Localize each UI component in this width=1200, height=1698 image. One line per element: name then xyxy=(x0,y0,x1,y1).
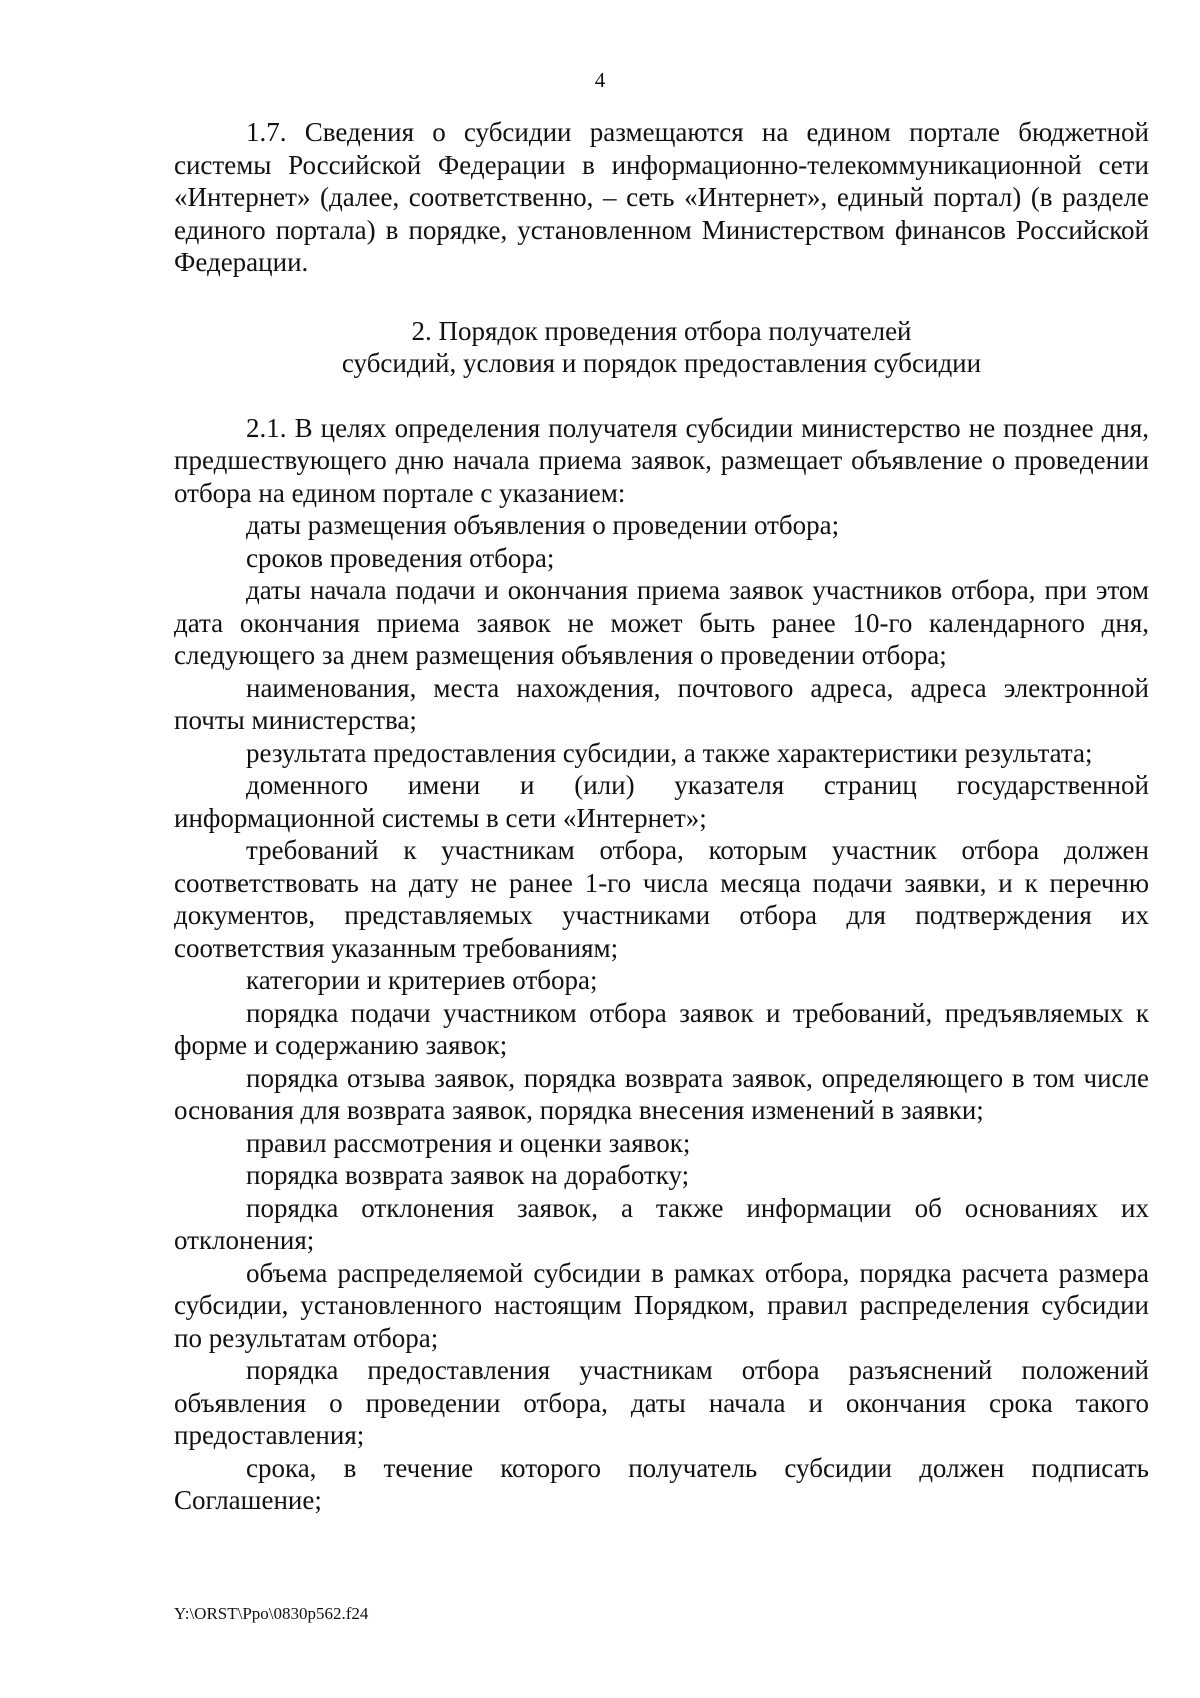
section-heading-line-2: субсидий, условия и порядок предоставления субсидии xyxy=(341,348,982,378)
list-item: категории и критериев отбора; xyxy=(246,965,598,995)
document-body xyxy=(174,116,1149,1517)
paragraph-1-7: 1.7. Сведения о субсидии размещаются на едином портале бюджетной системы Российской Федерации в информационно-телекоммуникационной сети «Интернет» (далее, соответственно, – сеть «Интернет», единый портал) (в разделе единого портала) в порядке, установленном Министерством финансов Российской Федерации. xyxy=(174,117,1149,277)
list-item: результата предоставления субсидии, а также характеристики результата; xyxy=(246,737,1093,768)
file-path-footer: Y:\ORST\Ppo\0830p562.f24 xyxy=(174,1604,369,1623)
list-item: требований к участникам отбора, которым участник отбора должен соответствовать на дату не ранее 1-го числа месяца подачи заявки, и к перечню документов, представляемых участниками отбора для подтверждения их соответствия указанным требованиям; xyxy=(174,835,1149,963)
section-heading-line-1: 2. Порядок проведения отбора получателей xyxy=(411,315,912,346)
page-number: 4 xyxy=(594,68,606,92)
list-item: даты начала подачи и окончания приема заявок участников отбора, при этом дата окончания приема заявок не может быть ранее 10-го календарного дня, следующего за днем размещения объявления о проведении отбора; xyxy=(174,575,1149,670)
list-item: объема распределяемой субсидии в рамках отбора, порядка расчета размера субсидии, установленного настоящим Порядком, правил распределения субсидии по результатам отбора; xyxy=(174,1257,1149,1353)
list-item: порядка отзыва заявок, порядка возврата заявок, определяющего в том числе основания для возврата заявок, порядка внесения изменений в заявки; xyxy=(174,1062,1149,1125)
list-item: даты размещения объявления о проведении отбора; xyxy=(246,510,840,540)
list-item: наименования, места нахождения, почтового адреса, адреса электронной почты министерства; xyxy=(174,672,1149,735)
section-heading xyxy=(174,315,1149,380)
list-item: правил рассмотрения и оценки заявок; xyxy=(246,1127,691,1158)
list-item: сроков проведения отбора; xyxy=(246,542,555,573)
list-item: доменного имени и (или) указателя страниц государственной информационной системы в сети «Интернет»; xyxy=(174,770,1149,833)
list-item: порядка подачи участником отбора заявок и требований, предъявляемых к форме и содержанию заявок; xyxy=(174,997,1149,1060)
list-item: порядка отклонения заявок, а также информации об основаниях их отклонения; xyxy=(174,1192,1149,1255)
paragraph-2-1: 2.1. В целях определения получателя субсидии министерство не позднее дня, предшествующего дню начала приема заявок, размещает объявление о проведении отбора на едином портале с указанием: xyxy=(174,412,1149,508)
list-item: срока, в течение которого получатель субсидии должен подписать Соглашение; xyxy=(174,1452,1149,1515)
list-item: порядка возврата заявок на доработку; xyxy=(246,1160,690,1190)
list-item: порядка предоставления участникам отбора разъяснений положений объявления о проведении отбора, даты начала и окончания срока такого предоставления; xyxy=(174,1355,1149,1450)
